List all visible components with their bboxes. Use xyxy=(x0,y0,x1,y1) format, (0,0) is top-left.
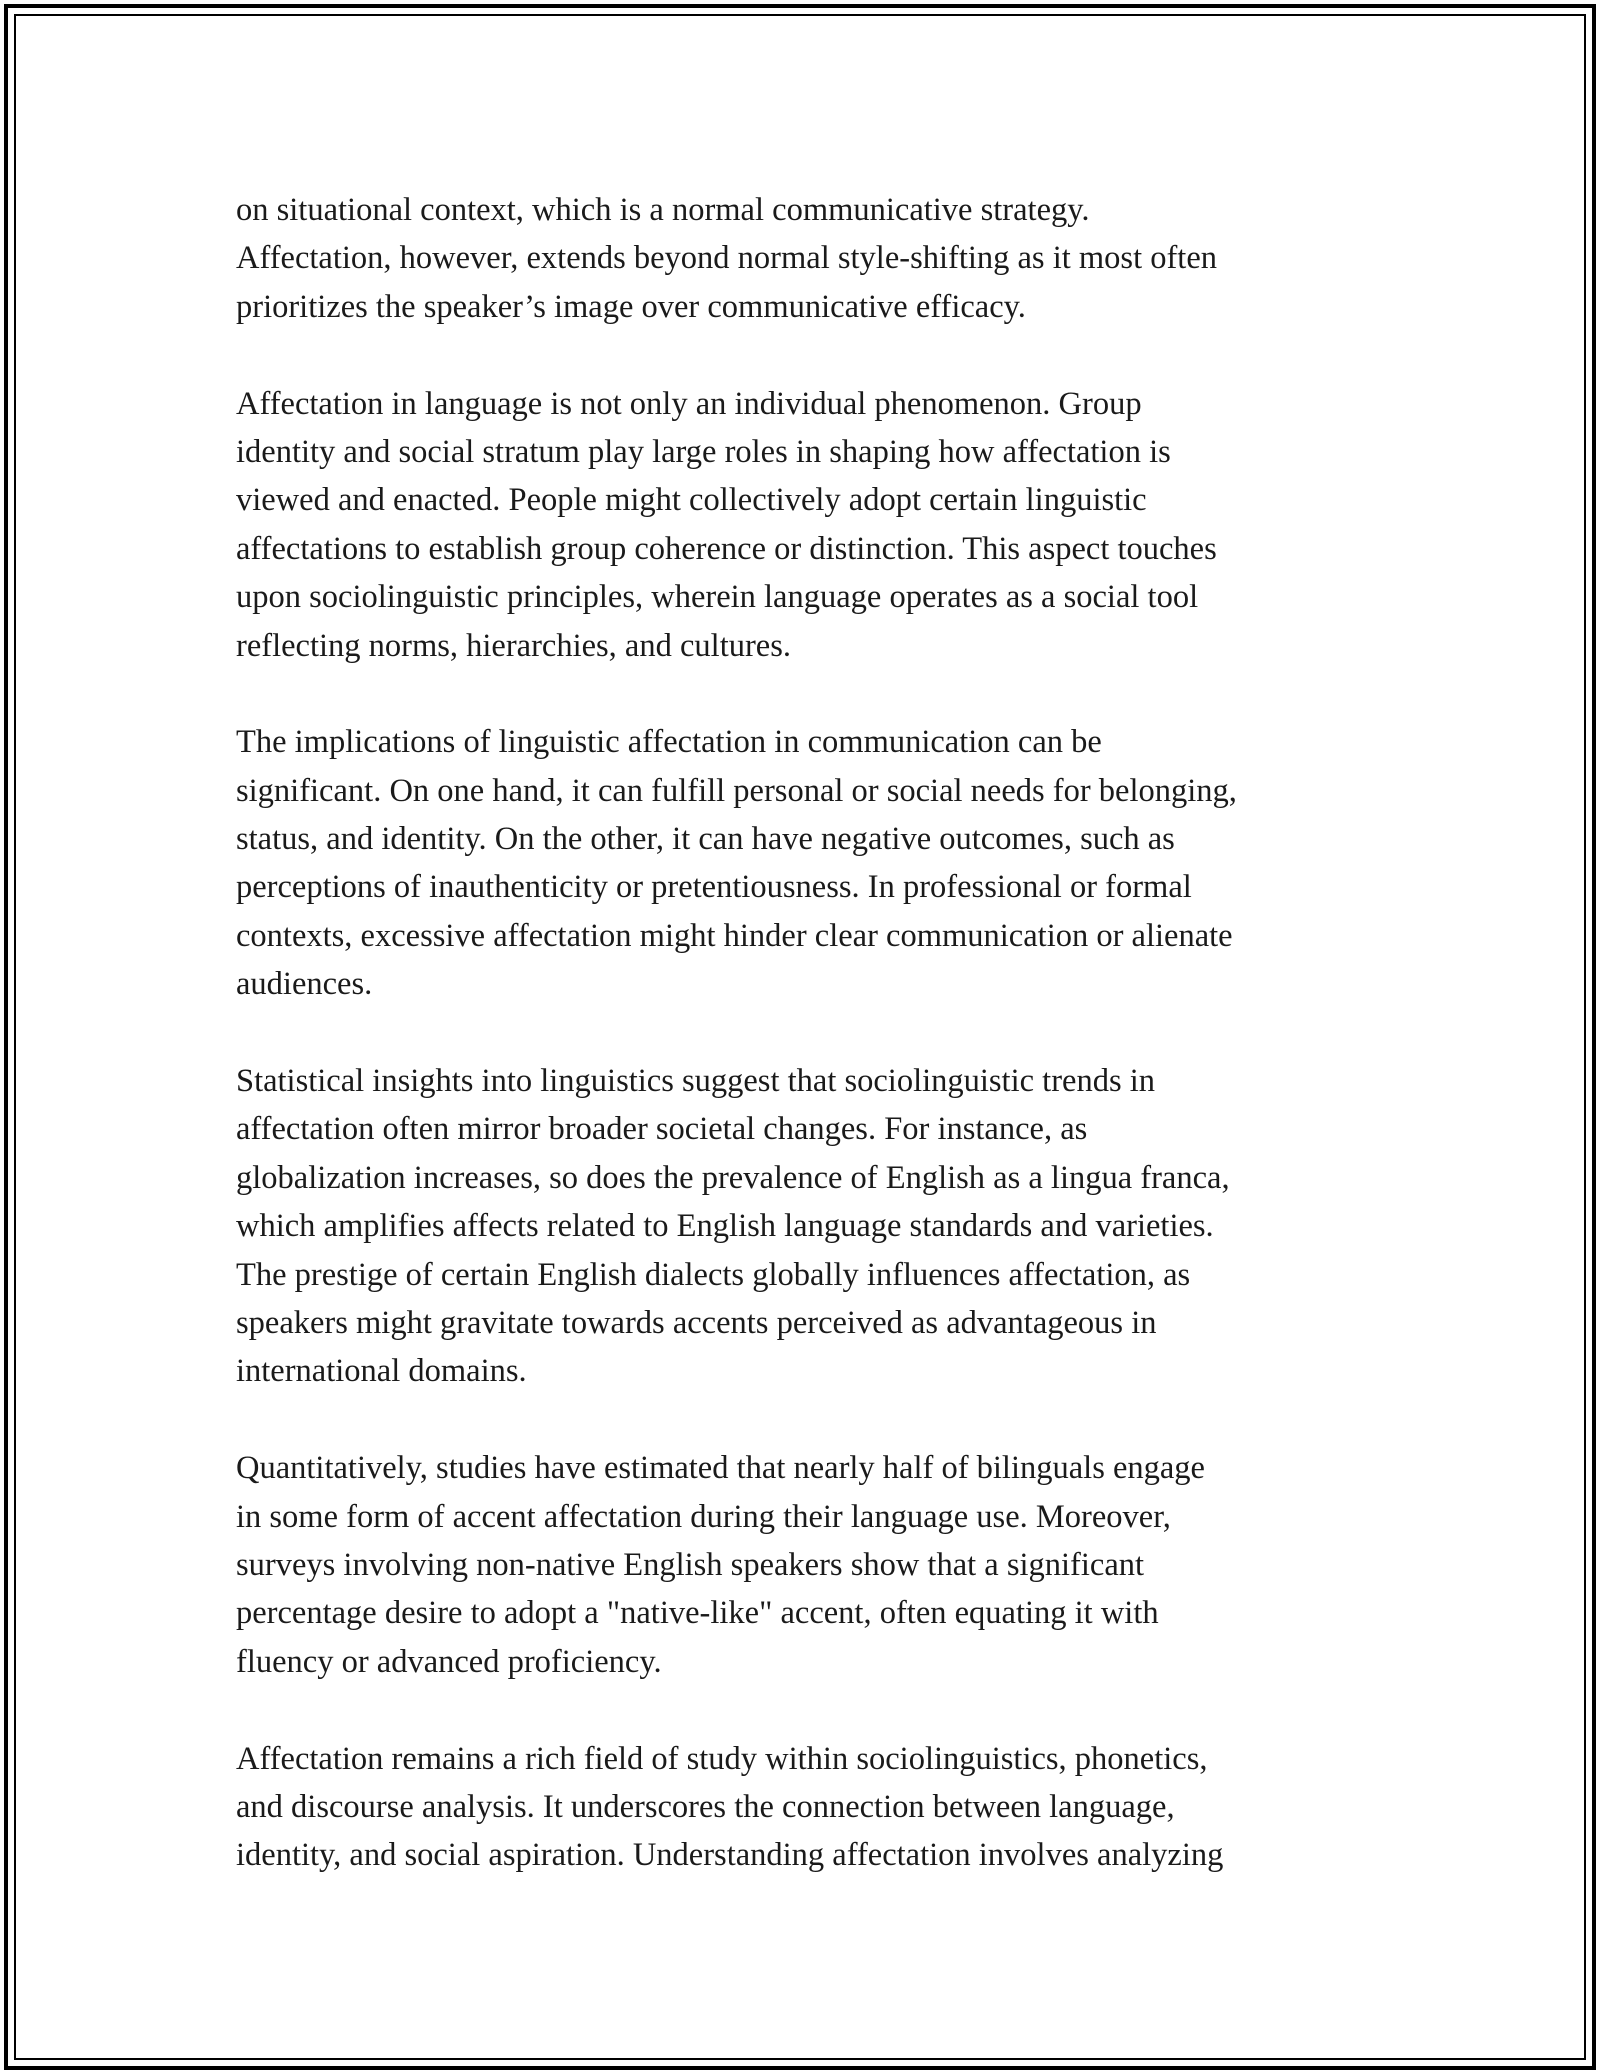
text-line: and discourse analysis. It underscores the connection between language, xyxy=(236,1788,1175,1825)
paragraph-1 xyxy=(236,186,1396,331)
text-line: Affectation, however, extends beyond normal style-shifting as it most often xyxy=(236,240,1217,277)
text-line: on situational context, which is a normal communicative strategy. xyxy=(236,192,1090,228)
text-line: Quantitatively, studies have estimated that nearly half of bilinguals engage xyxy=(236,1450,1205,1487)
text-line: The implications of linguistic affectation in communication can be xyxy=(236,724,1102,761)
text-line: identity and social stratum play large roles in shaping how affectation is xyxy=(236,433,1171,470)
text-line: reflecting norms, hierarchies, and cultures. xyxy=(236,627,791,664)
text-line: audiences. xyxy=(236,966,373,1003)
text-line: fluency or advanced proficiency. xyxy=(236,1643,662,1680)
paragraph-2 xyxy=(236,380,1396,670)
text-line: identity, and social aspiration. Understanding affectation involves analyzing xyxy=(236,1837,1224,1874)
text-line: Statistical insights into linguistics suggest that sociolinguistic trends in xyxy=(236,1063,1155,1100)
text-line: which amplifies affects related to English language standards and varieties. xyxy=(236,1208,1214,1245)
text-line: significant. On one hand, it can fulfill personal or social needs for belonging, xyxy=(236,772,1237,809)
text-line: Affectation in language is not only an individual phenomenon. Group xyxy=(236,385,1142,422)
text-line: affectation often mirror broader societal changes. For instance, as xyxy=(236,1111,1088,1148)
text-line: perceptions of inauthenticity or pretentiousness. In professional or formal xyxy=(236,869,1192,906)
text-line: viewed and enacted. People might collectively adopt certain linguistic xyxy=(236,482,1147,519)
text-line: international domains. xyxy=(236,1353,527,1390)
text-line: globalization increases, so does the prevalence of English as a lingua franca, xyxy=(236,1159,1230,1196)
text-line: prioritizes the speaker’s image over communicative efficacy. xyxy=(236,288,1026,325)
document-body xyxy=(236,186,1396,1880)
text-line: affectations to establish group coherence or distinction. This aspect touches xyxy=(236,530,1217,567)
text-line: The prestige of certain English dialects globally influences affectation, as xyxy=(236,1256,1191,1293)
paragraph-4 xyxy=(236,1057,1396,1396)
text-line: speakers might gravitate towards accents perceived as advantageous in xyxy=(236,1304,1157,1341)
paragraph-3 xyxy=(236,718,1396,1008)
text-line: contexts, excessive affectation might hinder clear communication or alienate xyxy=(236,917,1233,954)
text-line: in some form of accent affectation during their language use. Moreover, xyxy=(236,1498,1171,1535)
text-line: status, and identity. On the other, it can have negative outcomes, such as xyxy=(236,821,1175,858)
text-line: upon sociolinguistic principles, wherein language operates as a social tool xyxy=(236,579,1199,616)
paragraph-5 xyxy=(236,1444,1396,1686)
text-line: surveys involving non-native English speakers show that a significant xyxy=(236,1546,1145,1583)
text-line: Affectation remains a rich field of study within sociolinguistics, phonetics, xyxy=(236,1740,1208,1777)
paragraph-6 xyxy=(236,1735,1396,1880)
text-line: percentage desire to adopt a "native-like" accent, often equating it with xyxy=(236,1595,1159,1632)
